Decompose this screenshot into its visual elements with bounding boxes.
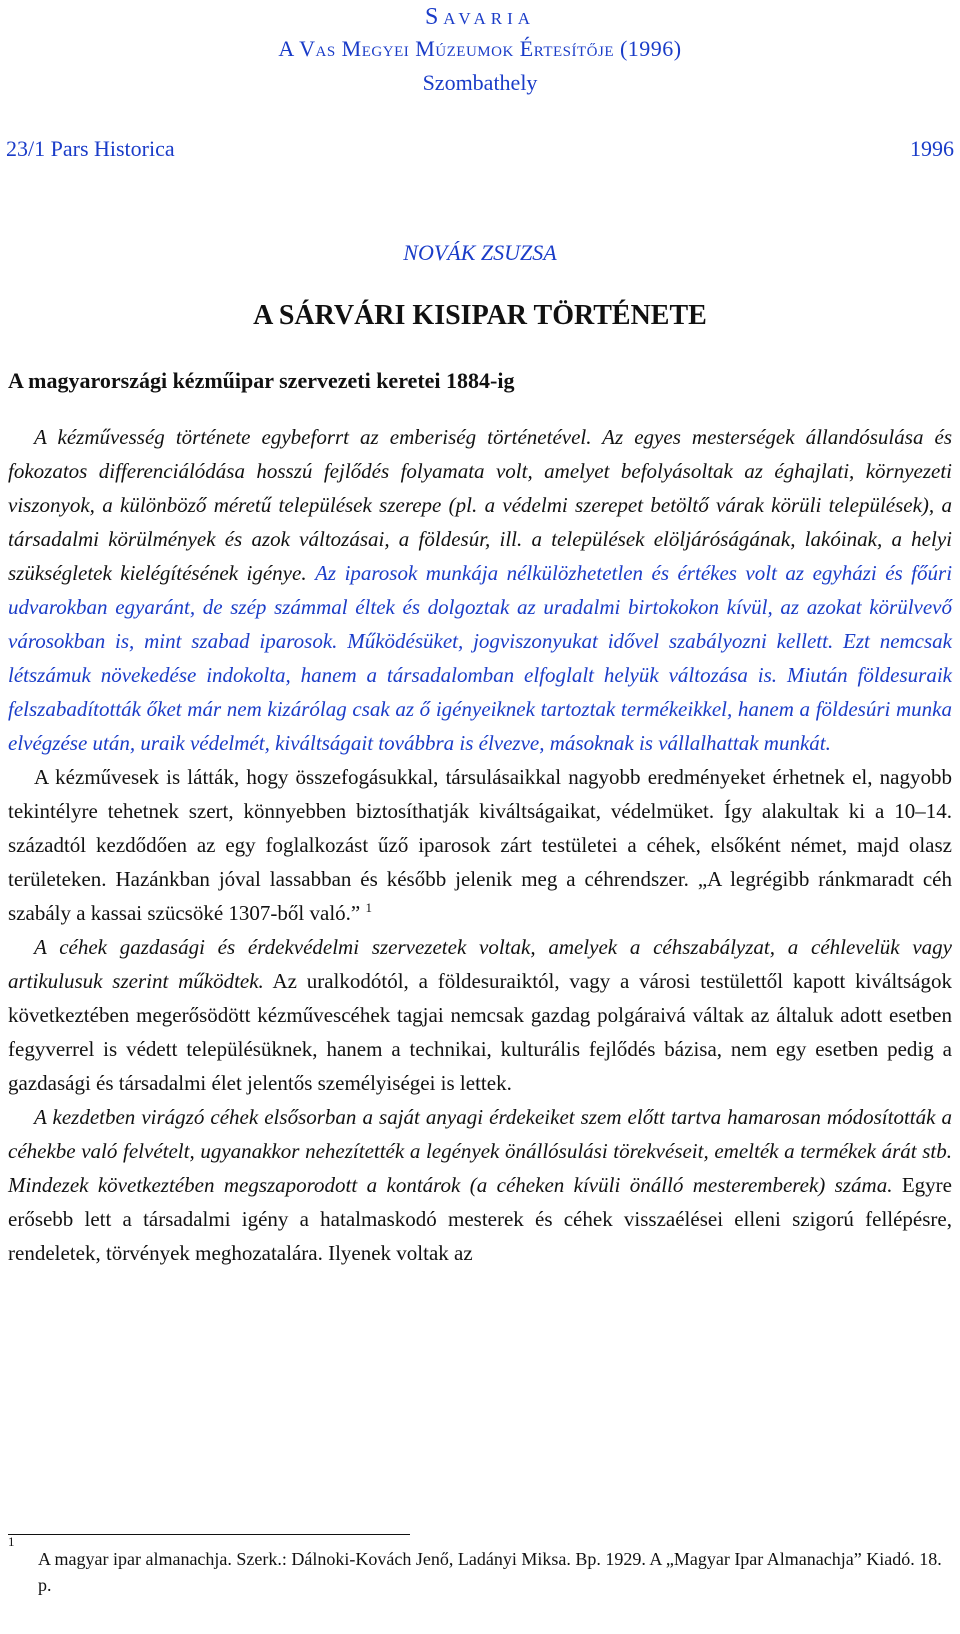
paragraph-3-text: Az uralkodótól, a földesuraiktól, vagy a városi testülettől kapott kiváltságok következtében megerősödött kézművescéhek tagjai nemcsak gazdag polgáraivá váltak az általuk adott esetben fegyverrel is védett településüknek, hanem a technikai, kulturális fejlődés bázisa, nem egy esetben pedig a gazdasági és társadalmi élet jelentős személyiségei is lettek. xyxy=(8,969,952,1095)
paragraph-1-italic-part: A kézművesség története egybeforrt az emberiség történetével. Az egyes mesterségek állandósulása és fokozatos differenciálódása hosszú fejlődés folyamata volt, amelyet befolyásoltak az éghajlati, környezeti viszonyok, a különböző méretű települések szerepe (pl. a védelmi szerepet betöltő várak körüli települések), a társadalmi körülmények és azok változásai, a földesúr, ill. a települések elöljáróságának, lakóinak, a helyi szükségletek kielégítésének igénye. xyxy=(8,425,952,585)
paragraph-1 xyxy=(8,420,952,760)
article-title: A SÁRVÁRI KISIPAR TÖRTÉNETE xyxy=(253,300,707,331)
paragraph-2 xyxy=(8,760,952,930)
paragraph-1-blue-part: Az iparosok munkája nélkülözhetetlen és értékes volt az egyházi és főúri udvarokban egyaránt, de szép számmal éltek és dolgoztak az uradalmi birtokokon kívül, az azokat körülvevő városokban is, mint szabad iparosok. Működésüket, jogviszonyukat idővel szabályozni kellett. Ezt nemcsak létszámuk növekedése indokolta, hanem a társadalomban elfoglalt helyük változása is. Miután földesuraik felszabadították őket már nem kizárólag csak az ő igényeiknek tartoztak termékeikkel, hanem a földesúri munka elvégzése után, uraik védelmét, kiváltságait továbbra is élvezve, másoknak is vállalhattak munkát. xyxy=(8,561,953,755)
section-heading: A magyarországi kézműipar szervezeti keretei 1884-ig xyxy=(8,368,515,393)
paragraph-2-text: A kézművesek is látták, hogy összefogásukkal, társulásaikkal nagyobb eredményeket érhetnek el, nagyobb tekintélyre tehetnek szert, könnyebben biztosíthatják kiváltságaikat, védelmüket. Így alakultak ki a 10–14. századtól kezdődően az egy foglalkozást űző iparosok zárt testületei a céhek, elsőként német, majd olasz területeken. Hazánkban jóval lassabban és később jelenik meg a céhrendszer. „A legrégibb ránkmaradt céh szabály a kassai szücsöké 1307-ből való.” xyxy=(8,765,952,925)
series-label: 23/1 Pars Historica xyxy=(6,136,175,161)
paragraph-3 xyxy=(8,930,952,1100)
series-year: 1996 xyxy=(910,136,954,161)
journal-city: Szombathely xyxy=(422,70,538,95)
article-body xyxy=(8,420,952,1270)
journal-subtitle: A Vas Megyei Múzeumok Értesítője (1996) xyxy=(278,36,682,61)
article-author: NOVÁK ZSUZSA xyxy=(403,240,557,265)
footnote: 1 A magyar ipar almanachja. Szerk.: Dálnoki-Kovách Jenő, Ladányi Miksa. Bp. 1929. A „Magyar Ipar Almanachja” Kiadó. 18. p. xyxy=(8,1546,952,1598)
footnote-text: A magyar ipar almanachja. Szerk.: Dálnoki-Kovách Jenő, Ladányi Miksa. Bp. 1929. A „Magyar Ipar Almanachja” Kiadó. 18. p. xyxy=(38,1549,942,1595)
footnote-ref[interactable]: 1 xyxy=(365,900,372,915)
paragraph-3-italic-part: A céhek gazdasági és érdekvédelmi szervezetek voltak, amelyek a céhszabályzat, a céhlevelük vagy artikulusuk szerint működtek. xyxy=(8,935,952,993)
footnote-divider xyxy=(8,1534,410,1535)
journal-name: Savaria xyxy=(424,4,536,30)
paragraph-4 xyxy=(8,1100,952,1270)
paragraph-4-text: Egyre erősebb lett a társadalmi igény a hatalmaskodó mesterek és céhek visszaélései elleni szigorú fellépésre, rendeletek, törvények meghozatalára. Ilyenek voltak az xyxy=(8,1173,953,1265)
series-row xyxy=(6,136,954,162)
paragraph-4-italic-part: A kezdetben virágzó céhek elsősorban a saját anyagi érdekeiket szem előtt tartva hamarosan módosították a céhekbe való felvételt, ugyanakkor nehezítették a legények önállósulási törekvéseit, emelték a termékek árát stb. Mindezek következtében megszaporodott a kontárok (a céheken kívüli önálló mesteremberek) száma. xyxy=(8,1105,952,1197)
